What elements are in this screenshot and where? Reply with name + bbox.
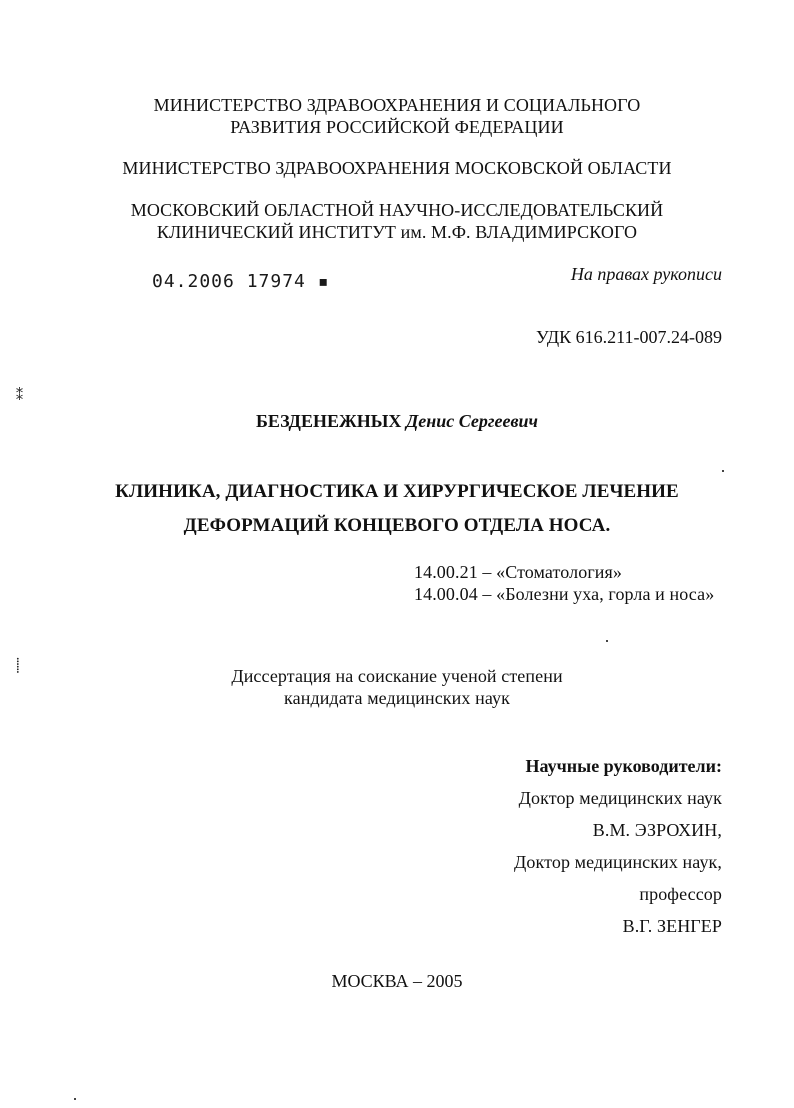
city-year: МОСКВА – 2005 [331, 971, 463, 991]
ministry-moscow-line: МИНИСТЕРСТВО ЗДРАВООХРАНЕНИЯ МОСКОВСКОЙ ОБЛАСТИ [122, 158, 672, 178]
supervisor-line: профессор [639, 884, 722, 904]
supervisor-line: Доктор медицинских наук, [514, 852, 722, 872]
institute-line-2: КЛИНИЧЕСКИЙ ИНСТИТУТ им. М.Ф. ВЛАДИМИРСКОГО [156, 222, 638, 242]
rights-note: На правах рукописи [570, 264, 722, 284]
ministry-moscow-region [0, 157, 794, 179]
degree-line-1: Диссертация на соискание ученой степени [231, 666, 563, 686]
institute-line-1: МОСКОВСКИЙ ОБЛАСТНОЙ НАУЧНО-ИССЛЕДОВАТЕЛЬСКИЙ [130, 200, 664, 220]
inventory-stamp [152, 271, 330, 292]
specialty-item: 14.00.21 – «Стоматология» [414, 562, 623, 582]
ministry-line-1: МИНИСТЕРСТВО ЗДРАВООХРАНЕНИЯ И СОЦИАЛЬНОГО [153, 95, 641, 115]
ministry-health-social-block [0, 94, 794, 138]
author-surname: БЕЗДЕНЕЖНЫХ [256, 411, 402, 431]
dissertation-title [0, 475, 794, 543]
specialty-item: 14.00.04 – «Болезни уха, горла и носа» [414, 584, 715, 604]
scan-speck [74, 1098, 76, 1100]
institute-block [0, 199, 794, 243]
stamp-number: 04.2006 17974 [152, 271, 306, 292]
degree-line-2: кандидата медицинских наук [284, 688, 510, 708]
supervisors-heading: Научные руководители: [525, 756, 722, 776]
stamp-dash-mark: ▪ [305, 271, 330, 292]
udk-code: УДК 616.211-007.24-089 [535, 327, 722, 347]
title-line-1: КЛИНИКА, ДИАГНОСТИКА И ХИРУРГИЧЕСКОЕ ЛЕЧЕНИЕ [115, 481, 679, 502]
supervisors-block [514, 750, 722, 942]
author-name [0, 411, 794, 432]
scan-speck [722, 470, 724, 472]
specialties-list [414, 561, 714, 605]
degree-statement [0, 665, 794, 709]
margin-scribble-mark: ⁑ [16, 389, 23, 404]
supervisor-line: В.М. ЭЗРОХИН, [592, 820, 722, 840]
margin-scribble-mark-2: ⸽ [16, 659, 20, 674]
supervisor-line: В.Г. ЗЕНГЕР [622, 916, 722, 936]
supervisor-line: Доктор медицинских наук [518, 788, 722, 808]
scan-speck [606, 640, 608, 642]
title-line-2: ДЕФОРМАЦИЙ КОНЦЕВОГО ОТДЕЛА НОСА. [183, 515, 611, 536]
ministry-line-2: РАЗВИТИЯ РОССИЙСКОЙ ФЕДЕРАЦИИ [230, 117, 564, 137]
author-given-names: Денис Сергеевич [405, 411, 538, 431]
